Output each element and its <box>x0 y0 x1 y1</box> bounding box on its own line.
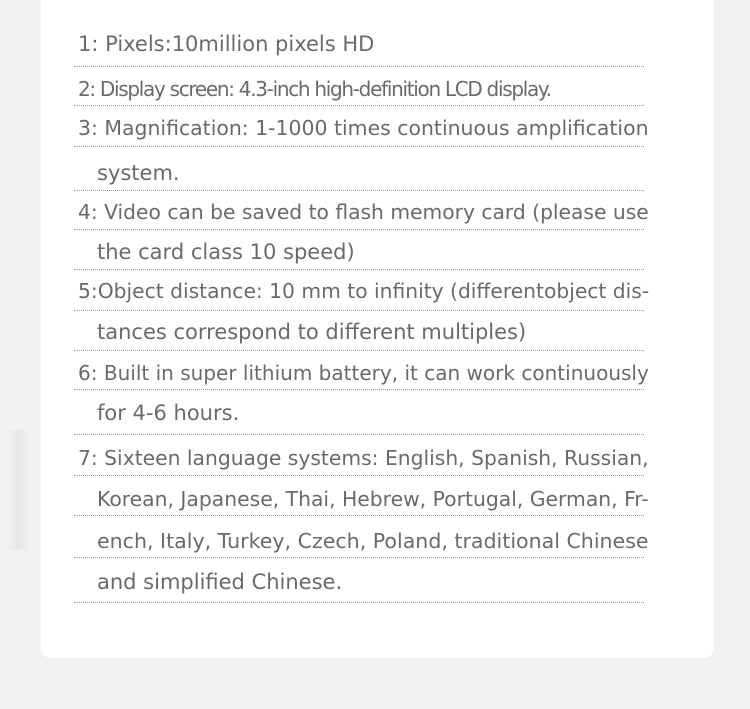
spec-2-line-1: 2: Display screen: 4.3-inch high-definition LCD display. <box>78 77 551 101</box>
spec-3-line-divider <box>74 146 644 147</box>
spec-3-divider <box>74 190 644 191</box>
spec-card <box>41 0 714 658</box>
spec-4-line-1: 4: Video can be saved to flash memory card (please use <box>78 200 649 224</box>
spec-7-line-3: ench, Italy, Turkey, Czech, Poland, traditional Chinese <box>97 529 649 553</box>
spec-6-line-2: for 4-6 hours. <box>97 401 240 425</box>
spec-4-divider <box>74 269 644 270</box>
spec-4-line-divider <box>74 229 644 230</box>
spec-7-line-2: Korean, Japanese, Thai, Hebrew, Portugal, German, Fr- <box>97 487 649 511</box>
spec-1-line-1: 1: Pixels:10million pixels HD <box>78 32 375 56</box>
spec-5-line-2: tances correspond to different multiples) <box>97 320 527 344</box>
spec-7-line-1: 7: Sixteen language systems: English, Spanish, Russian, <box>78 446 649 470</box>
spec-7-line-2-divider <box>74 515 644 516</box>
spec-7-line-4: and simplified Chinese. <box>97 570 343 594</box>
left-edge-shadow <box>6 430 30 550</box>
spec-7-line-3-divider <box>74 557 644 558</box>
spec-3-line-1: 3: Magnification: 1-1000 times continuous amplification <box>78 116 649 140</box>
spec-6-divider <box>74 434 644 435</box>
spec-7-line-1-divider <box>74 475 644 476</box>
spec-2-divider <box>74 105 644 106</box>
spec-7-divider <box>74 602 644 603</box>
spec-5-line-divider <box>74 310 644 311</box>
spec-5-divider <box>74 350 644 351</box>
spec-6-line-divider <box>74 389 644 390</box>
spec-5-line-1: 5:Object distance: 10 mm to infinity (differentobject dis- <box>78 279 650 303</box>
spec-6-line-1: 6: Built in super lithium battery, it can work continuously <box>78 361 649 385</box>
spec-1-divider <box>74 66 644 67</box>
spec-3-line-2: system. <box>97 161 180 185</box>
spec-4-line-2: the card class 10 speed) <box>97 240 355 264</box>
